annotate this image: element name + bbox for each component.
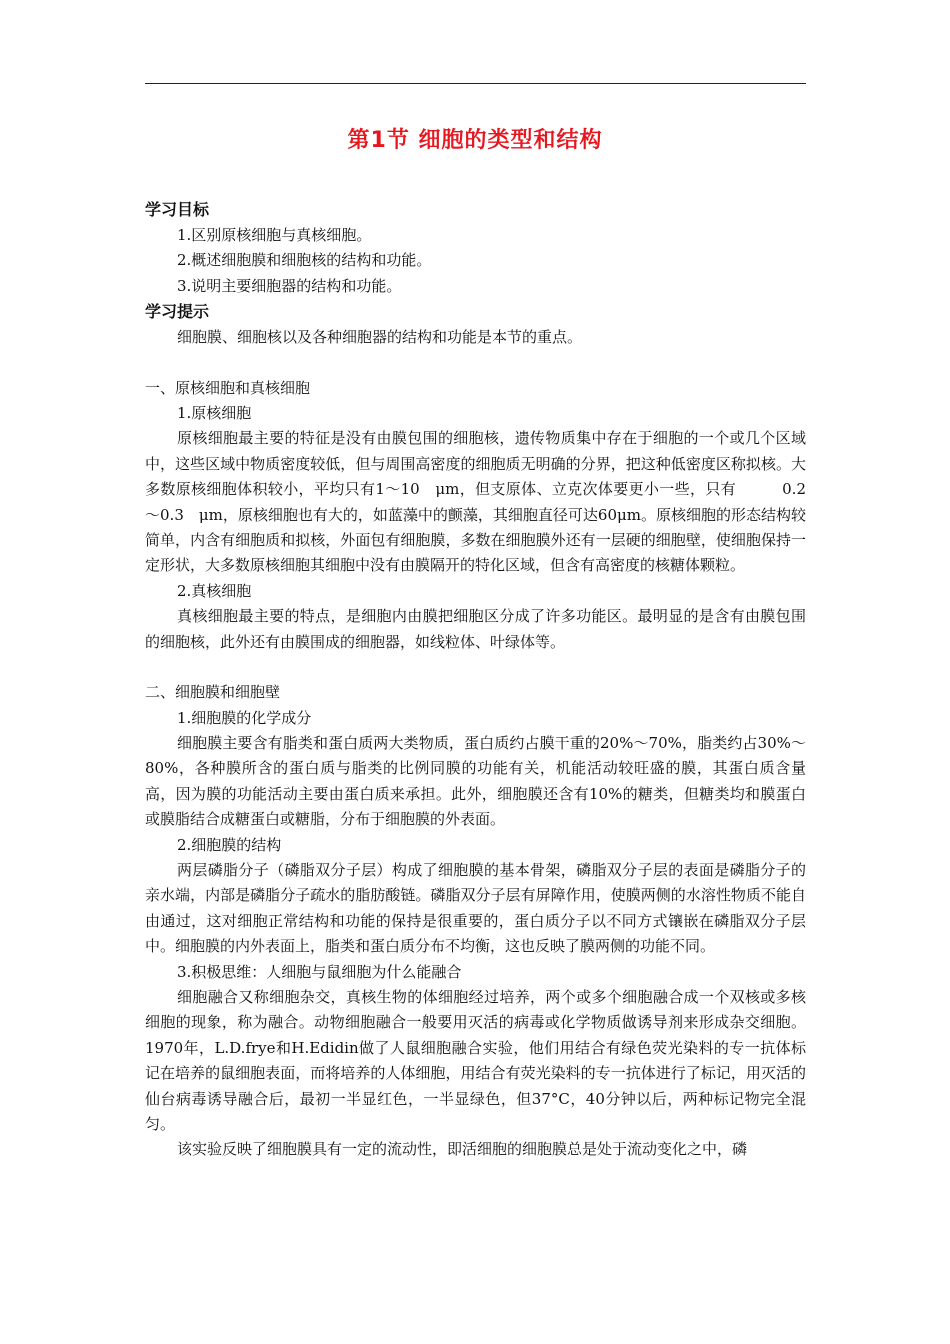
section1-para2: 真核细胞最主要的特点，是细胞内由膜把细胞区分成了许多功能区。最明显的是含有由膜包围的细胞核，此外还有由膜围成的细胞器，如线粒体、叶绿体等。: [145, 607, 806, 651]
objective-item: 1.区别原核细胞与真核细胞。: [177, 226, 372, 244]
objective-item: 3.说明主要细胞器的结构和功能。: [177, 276, 402, 295]
objectives-heading: 学习目标: [145, 200, 210, 219]
section2-heading: 二、细胞膜和细胞壁: [145, 683, 281, 702]
document-body: [145, 197, 806, 1163]
section1-para1: 原核细胞最主要的特征是没有由膜包围的细胞核，遗传物质集中存在于细胞的一个或几个区域中，这些区域中物质密度较低，但与周围高密度的细胞质无明确的分界，把这种低密度区称拟核。大多数原核细胞体积较小，平均只有1～10 μm，但支原体、立克次体要更小一些，只有 0.2～0.3 μm，原核细胞也有大的，如蓝藻中的颤藻，其细胞直径可达60μm。原核细胞的形态结构较简单，内含有细胞质和拟核，外面包有细胞膜，多数在细胞膜外还有一层硬的细胞壁，使细胞保持一定形状，大多数原核细胞其细胞中没有由膜隔开的特化区域，但含有高密度的核糖体颗粒。: [145, 429, 806, 575]
section2-para2: 两层磷脂分子（磷脂双分子层）构成了细胞膜的基本骨架，磷脂双分子层的表面是磷脂分子的亲水端，内部是磷脂分子疏水的脂肪酸链。磷脂双分子层有屏障作用，使膜两侧的水溶性物质不能自由通过，这对细胞正常结构和功能的保持是很重要的，蛋白质分子以不同方式镶嵌在磷脂双分子层中。细胞膜的内外表面上，脂类和蛋白质分布不均衡，这也反映了膜两侧的功能不同。: [145, 860, 806, 956]
section2-sub3: 3.积极思维：人细胞与鼠细胞为什么能融合: [177, 962, 462, 981]
section1-sub1: 1.原核细胞: [177, 404, 252, 423]
section2-para3: 细胞融合又称细胞杂交，真核生物的体细胞经过培养，两个或多个细胞融合成一个双核或多核细胞的现象，称为融合。动物细胞融合一般要用灭活的病毒或化学物质做诱导剂来形成杂交细胞。1970年，L.D.frye和H.Edidin做了人鼠细胞融合实验，他们用结合有绿色荧光染料的专一抗体标记在培养的鼠细胞表面，而将培养的人体细胞，用结合有荧光染料的专一抗体进行了标记，用灭活的仙台病毒诱导融合后，最初一半显红色，一半显绿色，但37°C，40分钟以后，两种标记物完全混匀。: [145, 987, 806, 1133]
section1-heading: 一、原核细胞和真核细胞: [145, 378, 311, 397]
section2-sub2: 2.细胞膜的结构: [177, 835, 282, 854]
header-rule: [145, 83, 806, 84]
objective-item: 2.概述细胞膜和细胞核的结构和功能。: [177, 251, 432, 270]
section1-sub2: 2.真核细胞: [177, 581, 252, 600]
tips-heading: 学习提示: [145, 302, 210, 322]
section2-para4: 该实验反映了细胞膜具有一定的流动性，即活细胞的细胞膜总是处于流动变化之中，磷: [177, 1140, 748, 1159]
page-title: 第1节 细胞的类型和结构: [347, 128, 603, 153]
section2-para1: 细胞膜主要含有脂类和蛋白质两大类物质，蛋白质约占膜干重的20%～70%，脂类约占30%～80%，各种膜所含的蛋白质与脂类的比例同膜的功能有关，机能活动较旺盛的膜，其蛋白质含量高，因为膜的功能活动主要由蛋白质来承担。此外，细胞膜还含有10%的糖类，但糖类均和膜蛋白或膜脂结合成糖蛋白或糖脂，分布于细胞膜的外表面。: [145, 733, 806, 829]
section2-sub1: 1.细胞膜的化学成分: [177, 708, 312, 727]
tips-text: 细胞膜、细胞核以及各种细胞器的结构和功能是本节的重点。: [177, 328, 583, 347]
